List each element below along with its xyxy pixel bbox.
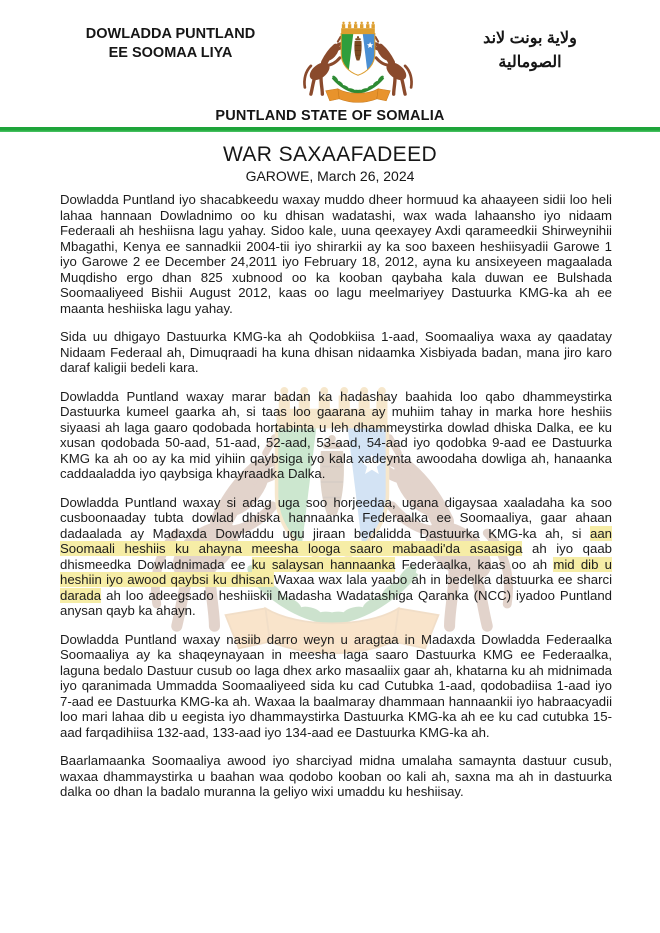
body-text: Waxaa wax lala yaabo ah in bedelka dastuurka ee sharci bbox=[273, 572, 613, 587]
puntland-coat-of-arms-icon bbox=[284, 9, 432, 112]
dateline: GAROWE, March 26, 2024 bbox=[245, 168, 415, 184]
paragraph bbox=[60, 192, 612, 316]
body-text: Baarlamaanka Soomaaliya awood iyo sharciyad midna umalaha samaynta dastuur cusub, waxaa dhammaystirka u baahan waa qodobo kooban oo kali ah, saxna ma ah in dastuurka dalka oo dhan la badalo muranna la geliyo wixi umaddu ku heshiisay. bbox=[60, 753, 612, 799]
body-text: Dowladda Puntland iyo shacabkeedu waxay muddo dheer hormuud ka ahaayeen sidii loo heli lahaa hannaan Dowladnimo oo ku dhisan wadatashi, wax wada lahaansho iyo nidaam Federaali ah heshiisna lagu yahay. Sidoo kale, uuna qeexayey Axdi qarameedkii Shirweynihii Mbagathi, Kenya ee sannadkii 2004-tii iyo shirarkii ay ka soo baxeen heshiisyadii Garowe 1 iyo Garowe 2 ee December 24,2011 iyo February 18, 2012, ayna ku ansixeyeen magaalada Muqdisho ergo dhan 825 xubnood oo ka kooban qaybaha kala duwan ee Bulshada Soomaaliyeed Bishii August 2012, kaas oo lagu meelmariyey Dastuurka KMG-ka ah ee maanta heshiiska lagu yahay. bbox=[60, 192, 612, 316]
green-divider bbox=[0, 127, 660, 132]
paragraph bbox=[60, 753, 612, 800]
body-text: ah loo adeegsado heshiiskii Madasha Wadatashiga Qaranka (NCC) iyadoo Puntland anysan qayb ka ahayn. bbox=[60, 587, 612, 618]
org-name-somali bbox=[68, 25, 273, 63]
highlighted-text: mid dib u heshiin iyo awood qaybsi ku dhisan. bbox=[60, 556, 612, 587]
org-name-arabic-line1: ولاية بونت لاند bbox=[483, 30, 577, 47]
highlighted-text: darada bbox=[60, 587, 102, 603]
org-name-somali-line1: DOWLADDA PUNTLAND bbox=[85, 26, 256, 42]
body-text: Dowladda Puntland waxay nasiib darro weyn u aragtaa in Madaxda Dowladda Federaalka Soomaaliya ay ka shaqeynayaan in meesha laga saaro Dastuurka KMG ee Federaalka, laguna bedalo Dastuur cusub oo laga dhex arko masaaliix gaar ah, khatarna ku ah midnimada iyo qaranimada Ummadda Soomaaliyeed sida ku cad Cutubka 1-aad, qodobadiisa 1-aad iyo 7-aad ee Dastuurka KMG-ka ah. Waxaa la baalmaray dhammaan hannaankii iyo habraacyadii loo mari lahaa dib u eegista iyo dhammaystirka Dastuurka KMG-ka ah ee ku cad cutubka 15-aad farqadihiisa 132-aad, 133-aad iyo 134-aad ee Dastuurka KMG-ka ah. bbox=[60, 631, 612, 740]
org-name-somali-line2: EE SOOMAA LIYA bbox=[108, 45, 233, 62]
body-text: ah iyo qaab dhismeedka Dowladnimada ee bbox=[60, 541, 613, 572]
paragraph bbox=[60, 632, 612, 741]
org-name-arabic bbox=[452, 27, 608, 75]
state-name: PUNTLAND STATE OF SOMALIA bbox=[215, 108, 445, 124]
page-title: WAR SAXAAFADEED bbox=[222, 143, 438, 166]
body-text: Dowladda Puntland waxay marar badan ka hadashay baahida loo qabo dhammeystirka Dastuurka kumeel gaarka ah, si taas loo gaarana ay muhiim tahay in marka hore heshiis siyaasi ah laga gaaro qodobada hortabinta u leh dhammeystirka dowlad dhiska Dalka, ee ku xusan qodobada 50-aad, 51-aad, 52-aad, 53-aad, 54-aad iyo qodobka 9-aad ee Dastuurka KMG ka ah oo ay ka mid yihiin qaybsiga iyo kala xadeynta awoodaha dowliga ah, hanaanka caddaaladda iyo qaybsiga khayraadka Dalka. bbox=[60, 388, 612, 481]
org-name-arabic-line2: الصومالية bbox=[498, 54, 562, 71]
body-text: Sida uu dhigayo Dastuurka KMG-ka ah Qodobkiisa 1-aad, Soomaaliya waxa ay qaadatay Nidaam Federaal ah, Dimuqraadi ha kuna dhisan nidaamka Xisbiyada badan, mana jiro karo daraf kaligii bedeli kara. bbox=[60, 329, 612, 375]
body-text: Federaalka, kaas oo ah bbox=[395, 556, 554, 572]
highlighted-text: ku salaysan hannaanka bbox=[251, 556, 396, 572]
document-body bbox=[60, 192, 612, 813]
paragraph bbox=[60, 329, 612, 376]
highlighted-text: aan Soomaali heshiis ku ahayna meesha looga saaro mabaadi'da asaasiga bbox=[60, 525, 612, 556]
paragraph bbox=[60, 495, 612, 619]
paragraph bbox=[60, 389, 612, 482]
body-text: Dowladda Puntland waxay si adag uga soo horjeedaa, ugana digaysaa xaaladaha ka soo cusboonaaday tubta dowlad dhiska hannaanka Federaalka ee Soomaaliya, gaar ahaan dadaalada ay Madaxda Dowladdu ugu jiraan bedalidda Dastuurka KMG-ka ah, si bbox=[60, 494, 612, 541]
